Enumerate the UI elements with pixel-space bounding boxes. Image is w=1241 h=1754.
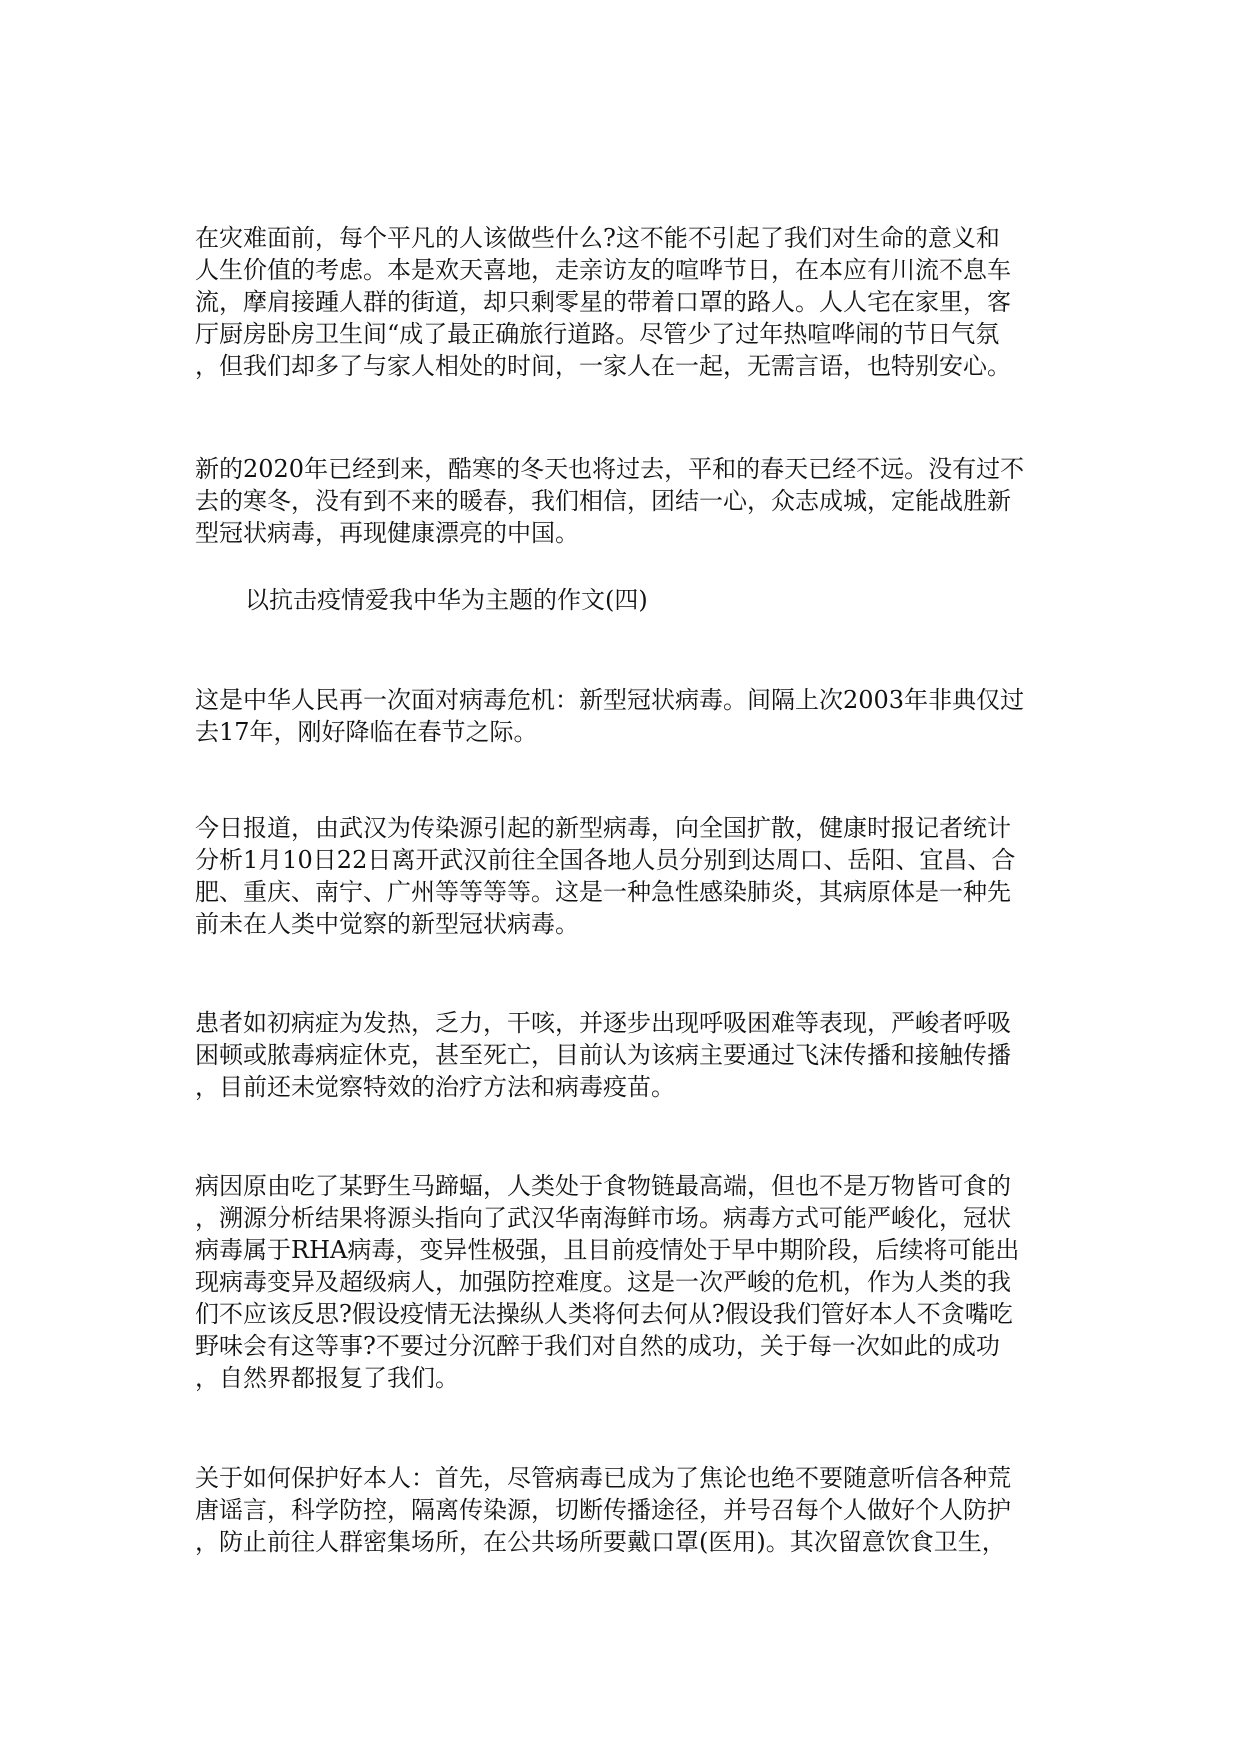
- text-line: 关于如何保护好本人：首先，尽管病毒已成为了焦论也绝不要随意听信各种荒: [195, 1464, 1011, 1492]
- paragraph-4: [195, 812, 1055, 940]
- paragraph-6: [195, 1170, 1055, 1394]
- text-line: 病毒属于RHA病毒，变异性极强，且目前疫情处于早中期阶段，后续将可能出: [195, 1236, 1020, 1264]
- text-line: 现病毒变异及超级病人，加强防控难度。这是一次严峻的危机，作为人类的我: [195, 1268, 1011, 1296]
- section-heading: 以抗击疫情爱我中华为主题的作文(四): [245, 586, 648, 614]
- text-line: 前未在人类中觉察的新型冠状病毒。: [195, 910, 579, 938]
- paragraph-5: [195, 1007, 1055, 1103]
- text-line: ，溯源分析结果将源头指向了武汉华南海鲜市场。病毒方式可能严峻化，冠状: [195, 1204, 1011, 1232]
- paragraph-3: [195, 684, 1055, 748]
- text-line: 去17年，刚好降临在春节之际。: [195, 718, 538, 746]
- text-line: ，自然界都报复了我们。: [195, 1364, 459, 1392]
- text-line: 困顿或脓毒病症休克，甚至死亡，目前认为该病主要通过飞沫传播和接触传播: [195, 1041, 1011, 1069]
- text-line: 人生价值的考虑。本是欢天喜地，走亲访友的喧哗节日，在本应有川流不息车: [195, 256, 1011, 284]
- paragraph-1: [195, 222, 1055, 382]
- text-line: 病因原由吃了某野生马蹄蝠，人类处于食物链最高端，但也不是万物皆可食的: [195, 1172, 1011, 1200]
- paragraph-7: [195, 1462, 1055, 1558]
- text-line: 流，摩肩接踵人群的街道，却只剩零星的带着口罩的路人。人人宅在家里，客: [195, 288, 1011, 316]
- text-line: ，但我们却多了与家人相处的时间，一家人在一起，无需言语，也特别安心。: [195, 352, 1011, 380]
- text-line: 野味会有这等事?不要过分沉醉于我们对自然的成功，关于每一次如此的成功: [195, 1332, 1000, 1360]
- text-line: 肥、重庆、南宁、广州等等等等。这是一种急性感染肺炎，其病原体是一种先: [195, 878, 1011, 906]
- text-line: 分析1月10日22日离开武汉前往全国各地人员分别到达周口、岳阳、宜昌、合: [195, 846, 1016, 874]
- text-line: 们不应该反思?假设疫情无法操纵人类将何去何从?假设我们管好本人不贪嘴吃: [195, 1300, 1013, 1328]
- text-line: ，目前还未觉察特效的治疗方法和病毒疫苗。: [195, 1073, 675, 1101]
- text-line: 厅厨房卧房卫生间“成了最正确旅行道路。尽管少了过年热喧哗闹的节日气氛: [195, 320, 1000, 348]
- paragraph-2: [195, 453, 1055, 549]
- text-line: 型冠状病毒，再现健康漂亮的中国。: [195, 519, 579, 547]
- text-line: ，防止前往人群密集场所，在公共场所要戴口罩(医用)。其次留意饮食卫生，: [195, 1528, 1006, 1556]
- text-line: 这是中华人民再一次面对病毒危机：新型冠状病毒。间隔上次2003年非典仅过: [195, 686, 1025, 714]
- text-line: 唐谣言，科学防控，隔离传染源，切断传播途径，并号召每个人做好个人防护: [195, 1496, 1011, 1524]
- text-line: 今日报道，由武汉为传染源引起的新型病毒，向全国扩散，健康时报记者统计: [195, 814, 1011, 842]
- text-line: 在灾难面前，每个平凡的人该做些什么?这不能不引起了我们对生命的意义和: [195, 224, 1000, 252]
- text-line: 患者如初病症为发热，乏力，干咳，并逐步出现呼吸困难等表现，严峻者呼吸: [195, 1009, 1011, 1037]
- text-line: 去的寒冬，没有到不来的暖春，我们相信，团结一心，众志成城，定能战胜新: [195, 487, 1011, 515]
- text-line: 新的2020年已经到来，酷寒的冬天也将过去，平和的春天已经不远。没有过不: [195, 455, 1025, 483]
